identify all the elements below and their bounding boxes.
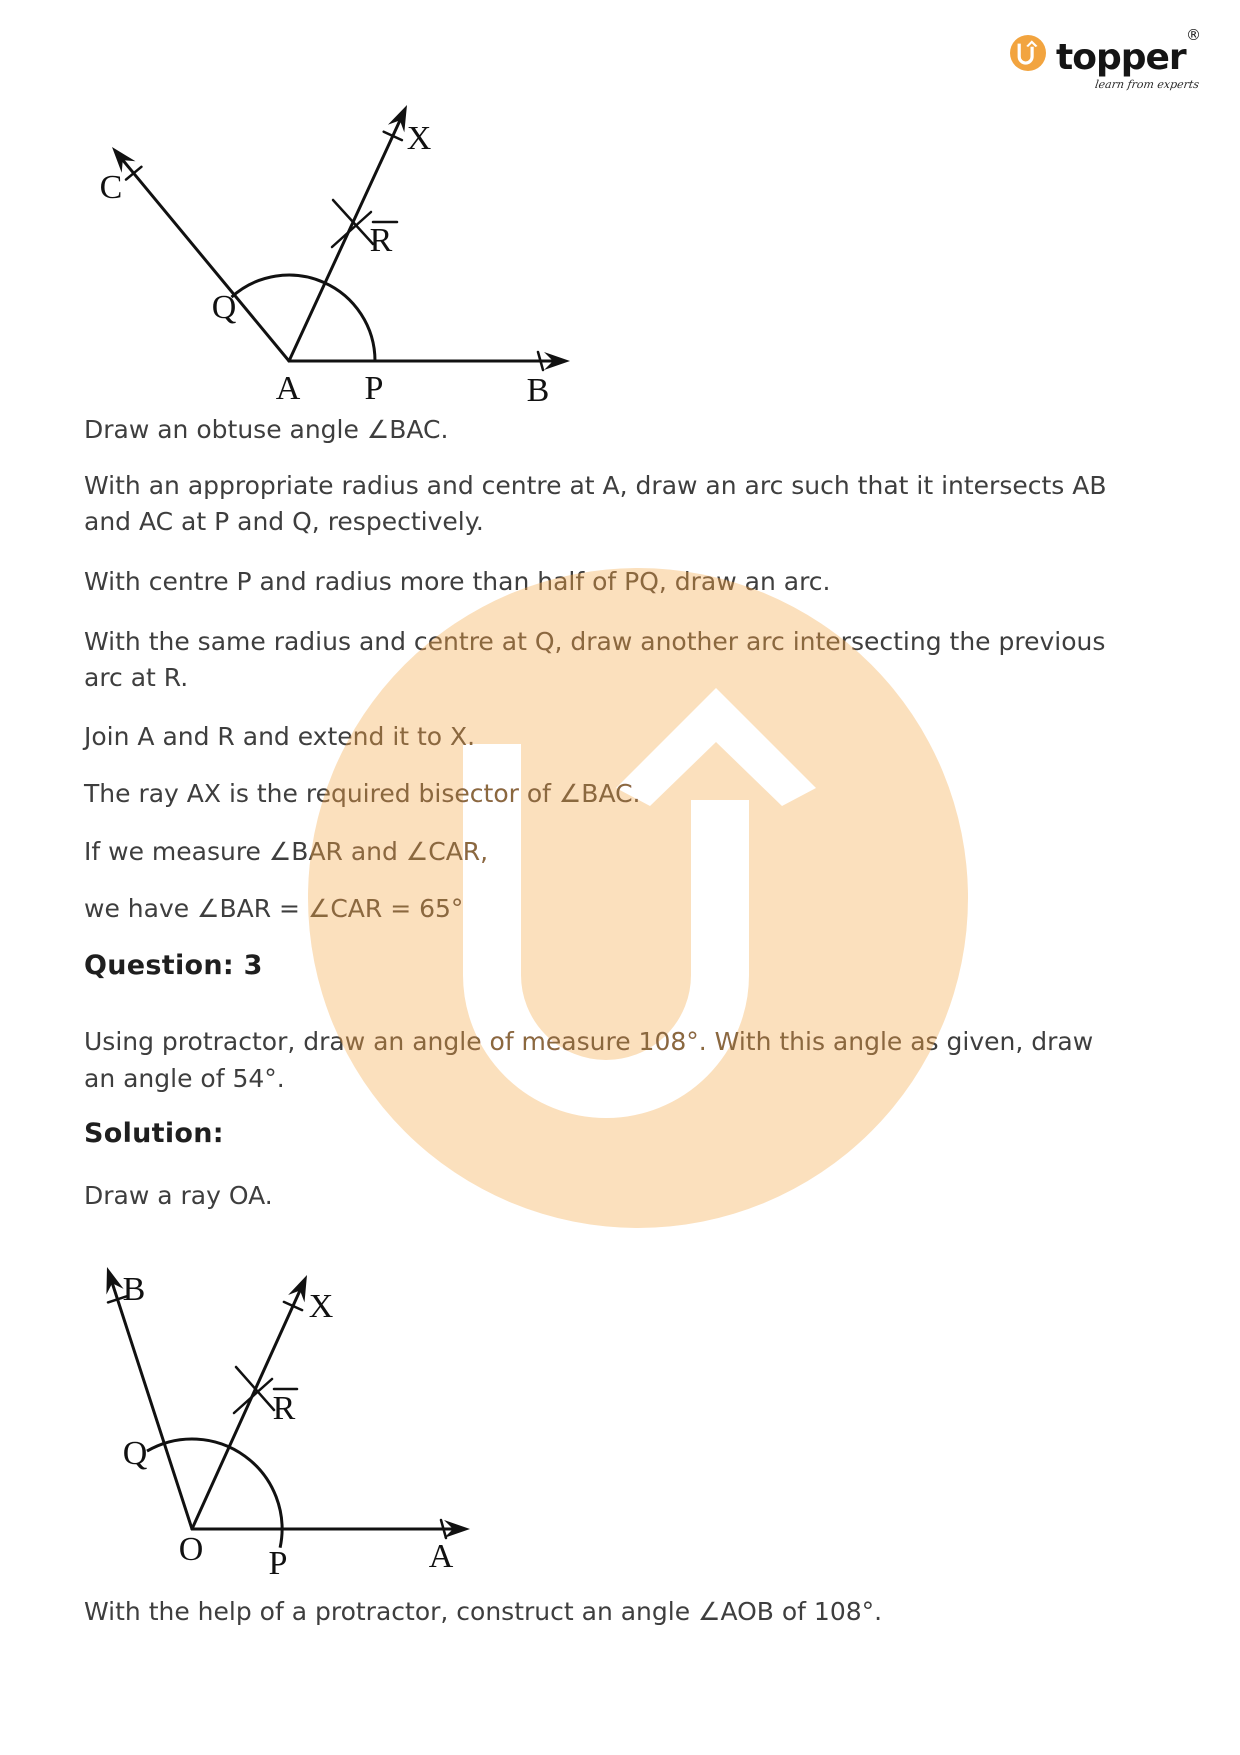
fig1-label-x: X [406, 120, 432, 157]
section-heading: Question: 3 [84, 950, 263, 981]
fig2-label-a: A [428, 1538, 454, 1575]
fig2-label-b: B [122, 1271, 146, 1308]
fig1-label-c: C [99, 169, 123, 206]
text-line: With the same radius and centre at Q, draw another arc intersecting the previous [84, 627, 1106, 656]
brand-wordmark: topper [1056, 37, 1186, 78]
text-line: Join A and R and extend it to X. [84, 722, 476, 751]
text-line: an angle of 54°. [84, 1064, 285, 1093]
registered-trademark: ® [1186, 26, 1201, 44]
text-line: Draw a ray OA. [84, 1181, 273, 1210]
text-line: With centre P and radius more than half of PQ, draw an arc. [84, 567, 831, 596]
u-arrow-icon [1008, 33, 1048, 73]
fig1-label-p: P [364, 370, 384, 407]
text-line: and AC at P and Q, respectively. [84, 507, 484, 536]
text-line: Draw an obtuse angle ∠BAC. [84, 415, 449, 444]
fig1-label-r: R [369, 222, 393, 259]
fig2-label-x: X [308, 1288, 334, 1325]
text-line: Using protractor, draw an angle of measure 108°. With this angle as given, draw [84, 1027, 1094, 1056]
fig1-label-a: A [275, 370, 301, 407]
fig2-label-p: P [268, 1545, 288, 1582]
fig1-label-b: B [526, 372, 550, 409]
fig1-label-q: Q [211, 289, 237, 326]
text-line: we have ∠BAR = ∠CAR = 65° [84, 894, 464, 923]
text-line: With the help of a protractor, construct an angle ∠AOB of 108°. [84, 1597, 883, 1626]
text-line: The ray AX is the required bisector of ∠BAC. [84, 779, 641, 808]
text-line: If we measure ∠BAR and ∠CAR, [84, 837, 489, 866]
fig2-label-o: O [178, 1531, 204, 1568]
fig2-label-r: R [272, 1390, 296, 1427]
brand-tagline: learn from experts [1094, 78, 1200, 91]
text-line: arc at R. [84, 663, 189, 692]
fig2-label-q: Q [122, 1435, 148, 1472]
section-heading: Solution: [84, 1118, 224, 1149]
text-line: With an appropriate radius and centre at A, draw an arc such that it intersects AB [84, 471, 1107, 500]
brand-logo [1004, 24, 1214, 96]
